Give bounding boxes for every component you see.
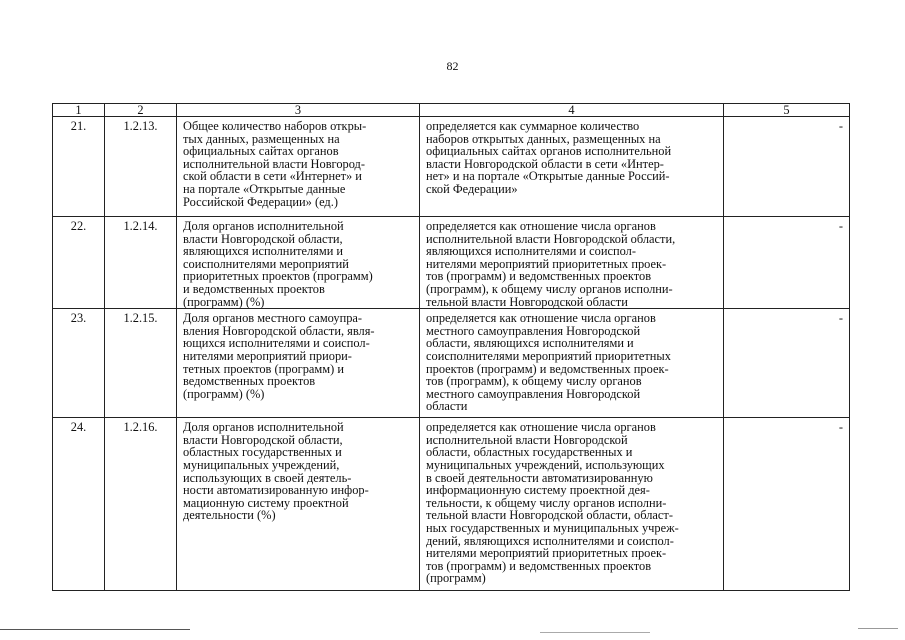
text-line: области, областных государственных и [426,445,633,460]
text-line: Доля органов местного самоупра- [183,311,363,326]
header-cell: 4 [420,104,724,117]
text-line: Российской Федерации» (ед.) [183,194,338,209]
text-line: исполнительной власти Новгородской [426,432,628,447]
row-code: 1.2.13. [105,117,177,217]
row-index: 22. [53,217,105,309]
text-line: вления Новгородской области, явля- [183,323,375,338]
text-line: определяется как отношение числа органов [426,311,656,326]
text-line: (программ), к общему числу органов исполни- [426,281,673,296]
text-line: областных государственных и [183,445,342,460]
text-line: местного самоуправления Новгородской [426,386,641,401]
text-line: официальных сайтах органов исполнительной [426,144,672,159]
text-line: тельности, к общему числу органов исполни- [426,495,667,510]
text-line: определяется как отношение числа органов [426,420,656,435]
text-line: приоритетных проектов (программ) [183,269,373,284]
text-line: деятельности (%) [183,508,276,523]
text-line: тов (программ) и ведомственных проектов [426,558,652,573]
text-line: в своей деятельности автоматизированную [426,470,653,485]
row-index: 24. [53,418,105,591]
page-number: 82 [446,59,459,73]
column-5-value: - [724,418,850,591]
text-line: власти Новгородской области в сети «Интер- [426,156,664,171]
text-line: исполнительной власти Новгородской области, [426,231,676,246]
text-line: соисполнителями мероприятий [183,256,349,271]
text-line: власти Новгородской области, [183,231,343,246]
text-line: определяется как отношение числа органов [426,219,656,233]
text-line: области, являющихся исполнителями и [426,336,634,351]
text-line: ности автоматизированную инфор- [183,483,369,498]
footer-line [0,629,190,630]
table-row [53,418,850,591]
text-line: использующих в своей деятель- [183,470,352,485]
text-line: и ведомственных проектов [183,281,325,296]
text-line: определяется как суммарное количество [426,119,640,133]
text-line: тов (программ) и ведомственных проектов [426,269,652,284]
calculation-method [420,217,724,309]
text-line: нителями мероприятий приоритетных проек- [426,546,667,561]
table-row [53,309,850,418]
row-code: 1.2.16. [105,418,177,591]
footer-line [540,632,650,633]
row-code: 1.2.15. [105,309,177,418]
text-line: нет» и на портале «Открытые данные Россий- [426,169,670,184]
column-5-value: - [724,217,850,309]
table-header-row [53,104,850,117]
text-line: (программ) (%) [183,386,265,401]
text-line: информационную систему проектной дея- [426,483,650,498]
column-5-value: - [724,309,850,418]
indicators-table [52,103,850,591]
text-line: исполнительной власти Новгород- [183,156,365,171]
text-line: Доля органов исполнительной [183,420,344,435]
text-line: власти Новгородской области, [183,432,343,447]
calculation-method [420,309,724,418]
header-cell: 5 [724,104,850,117]
row-code: 1.2.14. [105,217,177,309]
table-row [53,217,850,309]
indicator-name [177,309,420,418]
text-line: на портале «Открытые данные [183,181,346,196]
text-line: тов (программ), к общему числу органов [426,374,642,389]
calculation-method [420,418,724,591]
text-line: официальных сайтах органов [183,144,339,159]
text-line: ведомственных проектов [183,374,316,389]
header-cell: 3 [177,104,420,117]
calculation-method [420,117,724,217]
header-cell: 2 [105,104,177,117]
indicator-name [177,217,420,309]
text-line: ющихся исполнителями и соиспол- [183,336,370,351]
text-line: тетных проектов (программ) и [183,361,344,376]
text-line: проектов (программ) и ведомственных проек- [426,361,669,376]
indicator-name [177,418,420,591]
text-line: наборов открытых данных, размещенных на [426,131,661,146]
text-line: местного самоуправления Новгородской [426,323,641,338]
table-row [53,117,850,217]
column-5-value: - [724,117,850,217]
text-line: (программ) (%) [183,294,265,309]
text-line: Доля органов исполнительной [183,219,344,233]
text-line: (программ) [426,571,486,586]
text-line: тых данных, размещенных на [183,131,340,146]
page-footer-scan-lines [0,626,905,640]
text-line: муниципальных учреждений, использующих [426,457,665,472]
row-index: 23. [53,309,105,418]
text-line: тельной власти Новгородской области, област- [426,508,673,523]
text-line: нителями мероприятий приори- [183,348,352,363]
text-line: дений, являющихся исполнителями и соиспол- [426,533,674,548]
footer-line [858,628,898,629]
row-index: 21. [53,117,105,217]
text-line: области [426,399,468,414]
text-line: ных государственных и муниципальных учреж- [426,520,679,535]
indicator-name [177,117,420,217]
text-line: мационную систему проектной [183,495,349,510]
text-line: ской области в сети «Интернет» и [183,169,362,184]
text-line: ской Федерации» [426,181,518,196]
text-line: Общее количество наборов откры- [183,119,367,133]
header-cell: 1 [53,104,105,117]
text-line: являющихся исполнителями и [183,244,344,259]
text-line: соисполнителями мероприятий приоритетных [426,348,671,363]
text-line: муниципальных учреждений, [183,457,340,472]
text-line: являющихся исполнителями и соиспол- [426,244,636,259]
text-line: тельной власти Новгородской области [426,294,628,309]
text-line: нителями мероприятий приоритетных проек- [426,256,667,271]
